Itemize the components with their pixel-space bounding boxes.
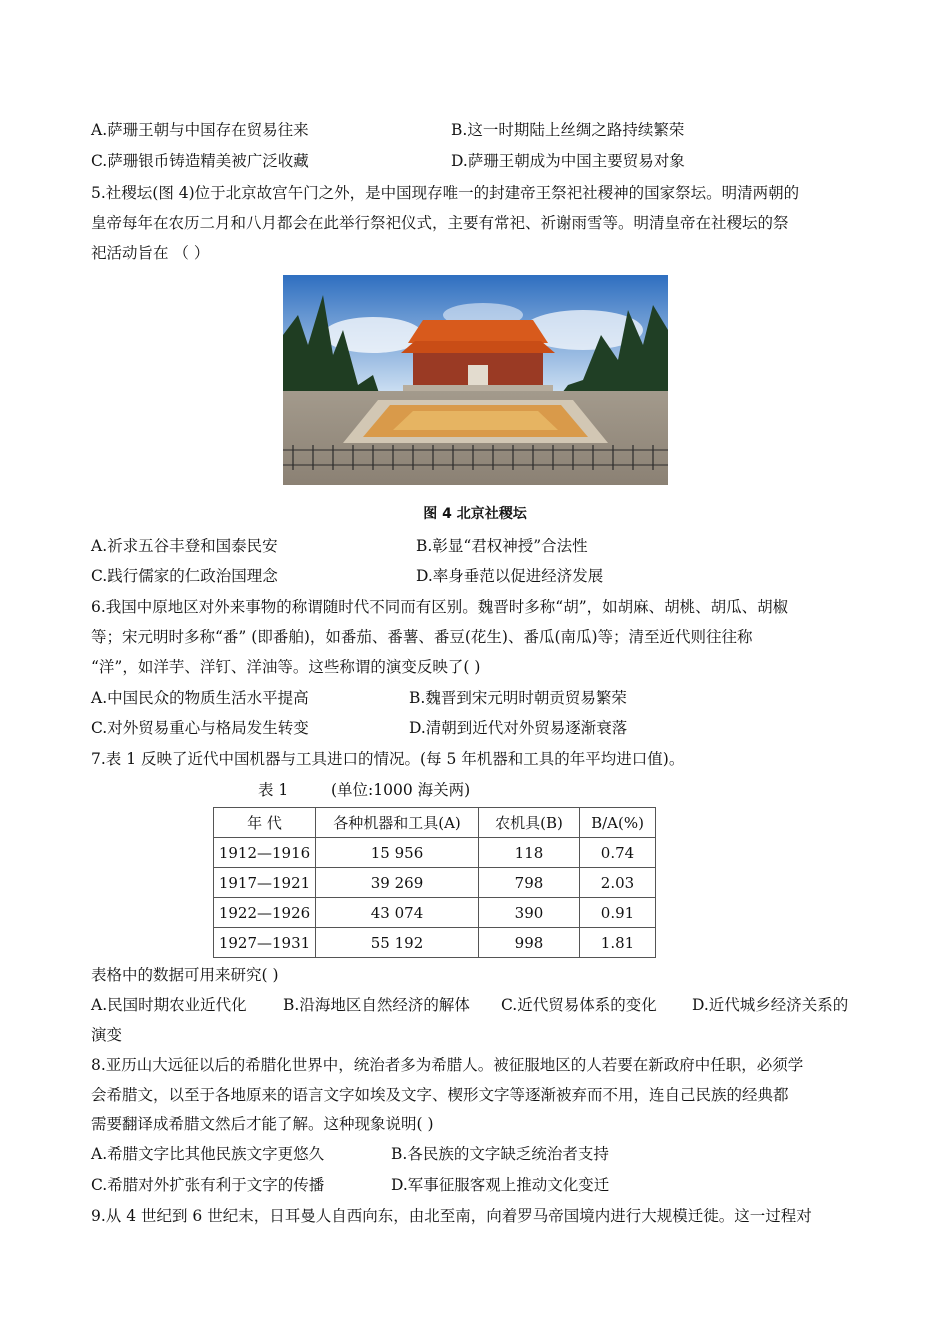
- q8-option-d: D.军事征服客观上推动文化变迁: [391, 1176, 610, 1194]
- q7-option-a: A.民国时期农业近代化: [91, 996, 247, 1014]
- table-cell: 15 956: [316, 838, 479, 868]
- q8-stem-line-3: 需要翻译成希腊文然后才能了解。这种现象说明( ): [91, 1115, 434, 1133]
- table-cell: 1927—1931: [214, 928, 316, 958]
- header-cell: 农机具(B): [479, 808, 580, 838]
- header-cell: B/A(%): [580, 808, 656, 838]
- q4-option-d: D.萨珊王朝成为中国主要贸易对象: [451, 152, 685, 170]
- table-row: [214, 838, 656, 868]
- q8-stem-line-2: 会希腊文，以至于各地原来的语言文字如埃及文字、楔形文字等逐渐被弃而不用，连自己民族的经典都: [91, 1086, 789, 1104]
- q6-stem-line-1: 6.我国中原地区对外来事物的称谓随时代不同而有区别。魏晋时多称“胡”，如胡麻、胡桃、胡瓜、胡椒: [91, 598, 789, 616]
- table-cell: 0.91: [580, 898, 656, 928]
- table-unit: (单位:1000 海关两): [331, 781, 471, 799]
- table-cell: 390: [479, 898, 580, 928]
- header-cell: 年 代: [214, 808, 316, 838]
- table-cell: 55 192: [316, 928, 479, 958]
- q5-option-c: C.践行儒家的仁政治国理念: [91, 567, 278, 585]
- q5-option-d: D.率身垂范以促进经济发展: [416, 567, 604, 585]
- q6-stem-line-3: “洋”，如洋芋、洋钉、洋油等。这些称谓的演变反映了( ): [91, 658, 481, 676]
- q6-stem-line-2: 等；宋元明时多称“番” (即番舶)，如番茄、番薯、番豆(花生)、番瓜(南瓜)等；清至近代则往往称: [91, 628, 753, 646]
- q6-option-d: D.清朝到近代对外贸易逐渐衰落: [409, 719, 628, 737]
- table-cell: 39 269: [316, 868, 479, 898]
- table-cell: 1912—1916: [214, 838, 316, 868]
- table-cell: 43 074: [316, 898, 479, 928]
- shejitan-photo: [283, 275, 668, 485]
- q7-stem: 7.表 1 反映了近代中国机器与工具进口的情况。(每 5 年机器和工具的年平均进口值)。: [91, 750, 685, 768]
- q4-option-c: C.萨珊银币铸造精美被广泛收藏: [91, 152, 309, 170]
- q7-option-d: D.近代城乡经济关系的: [692, 996, 849, 1014]
- table-cell: 1.81: [580, 928, 656, 958]
- table-cell: 1917—1921: [214, 868, 316, 898]
- header-cell: 各种机器和工具(A): [316, 808, 479, 838]
- q5-stem-line-1: 5.社稷坛(图 4)位于北京故宫午门之外，是中国现存唯一的封建帝王祭祀社稷神的国家祭坛。明清两朝的: [91, 184, 800, 202]
- table-cell: 1922—1926: [214, 898, 316, 928]
- q7-option-d-continued: 演变: [91, 1026, 123, 1044]
- table-row: [214, 898, 656, 928]
- q6-option-a: A.中国民众的物质生活水平提高: [91, 689, 309, 707]
- q8-option-b: B.各民族的文字缺乏统治者支持: [391, 1145, 609, 1163]
- q6-option-b: B.魏晋到宋元明时朝贡贸易繁荣: [409, 689, 627, 707]
- q7-option-c: C.近代贸易体系的变化: [501, 996, 657, 1014]
- table-cell: 2.03: [580, 868, 656, 898]
- table-row: [214, 928, 656, 958]
- import-table: [213, 807, 656, 958]
- q5-stem-line-2: 皇帝每年在农历二月和八月都会在此举行祭祀仪式，主要有常祀、祈谢雨雪等。明清皇帝在社稷坛的祭: [91, 214, 789, 232]
- q7-question: 表格中的数据可用来研究( ): [91, 966, 279, 984]
- q8-stem-line-1: 8.亚历山大远征以后的希腊化世界中，统治者多为希腊人。被征服地区的人若要在新政府中任职，必须学: [91, 1056, 804, 1074]
- table-header-row: [214, 808, 656, 838]
- q8-option-a: A.希腊文字比其他民族文字更悠久: [91, 1145, 325, 1163]
- figure-caption: 图 4 北京社稷坛: [423, 506, 527, 522]
- q7-option-b: B.沿海地区自然经济的解体: [283, 996, 470, 1014]
- q5-option-b: B.彰显“君权神授”合法性: [416, 537, 588, 555]
- table-title: 表 1: [258, 781, 289, 799]
- table-cell: 118: [479, 838, 580, 868]
- table-cell: 998: [479, 928, 580, 958]
- q5-option-a: A.祈求五谷丰登和国泰民安: [91, 537, 278, 555]
- table-row: [214, 868, 656, 898]
- table-cell: 0.74: [580, 838, 656, 868]
- q5-stem-line-3: 祀活动旨在 （ ）: [91, 244, 210, 262]
- table-cell: 798: [479, 868, 580, 898]
- q4-option-a: A.萨珊王朝与中国存在贸易往来: [91, 121, 309, 139]
- q8-option-c: C.希腊对外扩张有利于文字的传播: [91, 1176, 325, 1194]
- q9-stem-line-1: 9.从 4 世纪到 6 世纪末，日耳曼人自西向东，由北至南，向着罗马帝国境内进行大规模迁徙。这一过程对: [91, 1207, 812, 1225]
- q4-option-b: B.这一时期陆上丝绸之路持续繁荣: [451, 121, 685, 139]
- q6-option-c: C.对外贸易重心与格局发生转变: [91, 719, 309, 737]
